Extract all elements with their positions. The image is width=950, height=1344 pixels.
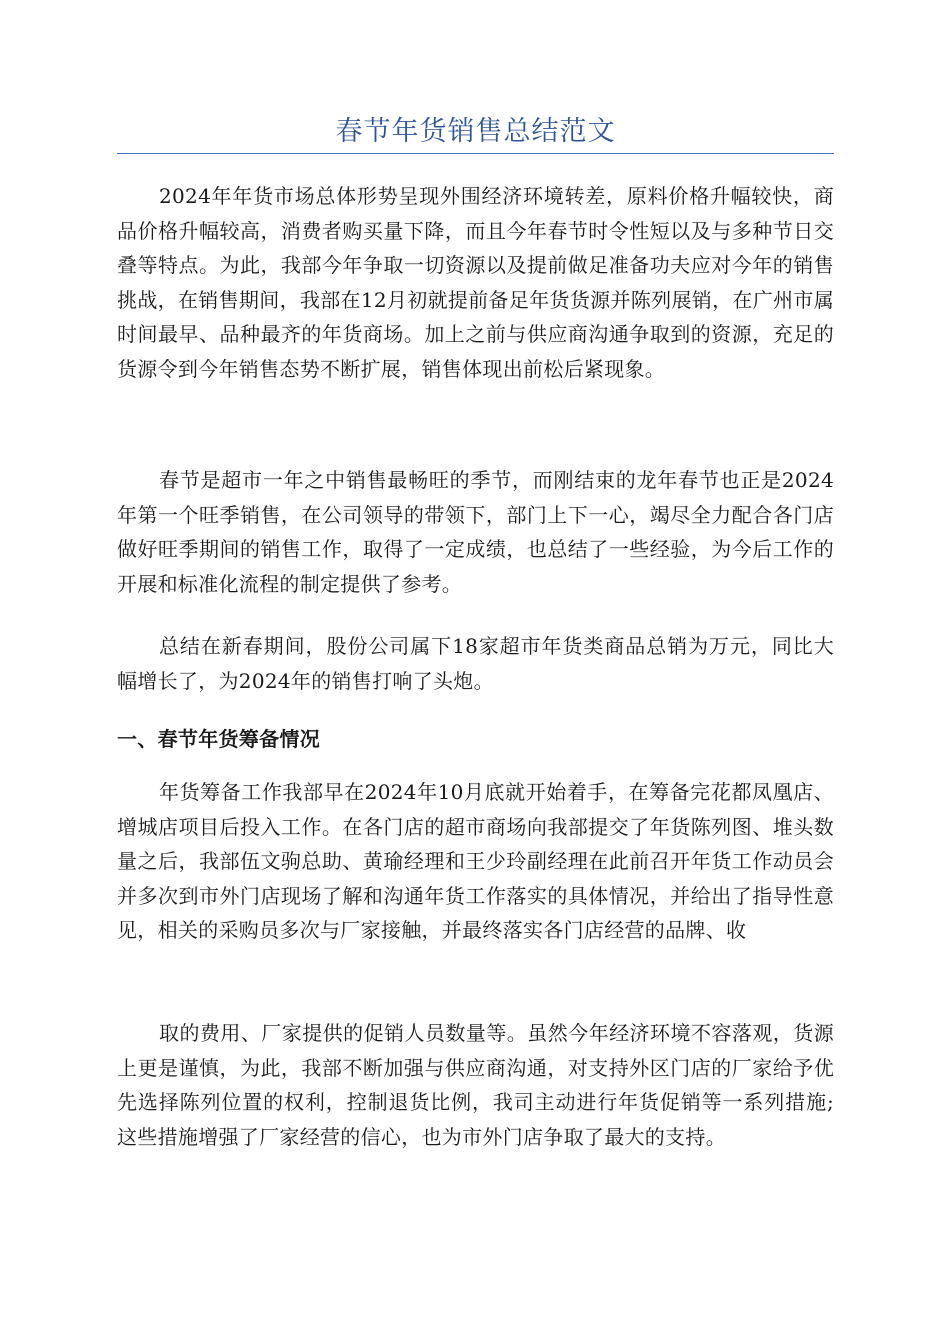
section1-paragraph-1: 年货筹备工作我部早在2024年10月底就开始着手，在筹备完花都凤凰店、增城店项目后投入工作。在各门店的超市商场向我部提交了年货陈列图、堆头数量之后，我部伍文驹总助、黄瑜经理和王少玲副经理在此前召开年货工作动员会并多次到市外门店现场了解和沟通年货工作落实的具体情况，并给出了指导性意见，相关的采购员多次与厂家接触，并最终落实各门店经营的品牌、收 <box>117 780 834 942</box>
title-underline <box>117 153 834 154</box>
section1-paragraph-2: 取的费用、厂家提供的促销人员数量等。虽然今年经济环境不容落观，货源上更是谨慎，为此，我部不断加强与供应商沟通，对支持外区门店的厂家给予优先选择陈列位置的权利，控制退货比例，我司主动进行年货促销等一系列措施;这些措施增强了厂家经营的信心，也为市外门店争取了最大的支持。 <box>117 1021 834 1149</box>
document-title: 春节年货销售总结范文 <box>335 116 616 147</box>
section-heading-1: 一、春节年货筹备情况 <box>117 727 320 751</box>
intro-paragraph-1: 2024年年货市场总体形势呈现外围经济环境转差，原料价格升幅较快，商品价格升幅较高，消费者购买量下降，而且今年春节时令性短以及与多种节日交叠等特点。为此，我部今年争取一切资源以及提前做足准备功夫应对今年的销售挑战，在销售期间，我部在12月初就提前备足年货货源并陈列展销，在广州市属时间最早、品种最齐的年货商场。加上之前与供应商沟通争取到的资源，充足的货源令到今年销售态势不断扩展，销售体现出前松后紧现象。 <box>117 184 834 381</box>
intro-paragraph-3: 总结在新春期间，股份公司属下18家超市年货类商品总销为万元，同比大幅增长了，为2024年的销售打响了头炮。 <box>117 634 834 693</box>
intro-paragraph-2: 春节是超市一年之中销售最畅旺的季节，而刚结束的龙年春节也正是2024年第一个旺季销售，在公司领导的带领下，部门上下一心，竭尽全力配合各门店做好旺季期间的销售工作，取得了一定成绩，也总结了一些经验，为今后工作的开展和标准化流程的制定提供了参考。 <box>117 468 834 596</box>
